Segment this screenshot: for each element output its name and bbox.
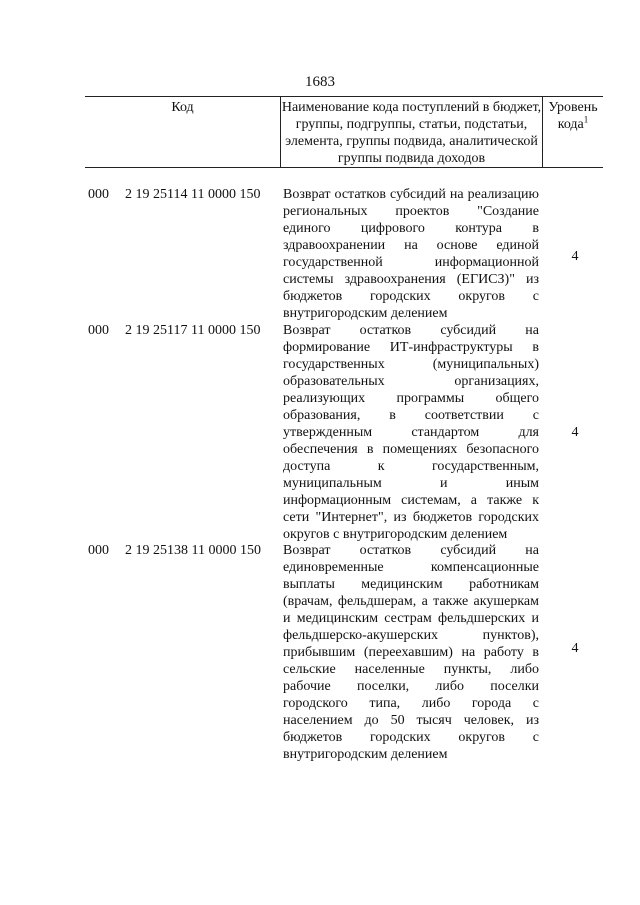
row-prefix: 000 — [88, 187, 109, 202]
header-code: Код — [171, 100, 194, 115]
row-level: 4 — [571, 641, 579, 656]
row-level: 4 — [571, 249, 579, 264]
header-level-footnote: 1 — [583, 114, 589, 125]
page-number: 1683 — [305, 74, 335, 90]
row-prefix: 000 — [88, 323, 109, 338]
header-name: Наименование кода поступлений в бюджет, группы, подгруппы, статьи, подстатьи, элемента, группы подвида, аналитической группы подвида доходов — [280, 97, 543, 167]
row-code: 2 19 25138 11 0000 150 — [125, 543, 261, 558]
row-code: 2 19 25114 11 0000 150 — [125, 187, 261, 202]
row-level: 4 — [571, 425, 579, 440]
row-description: Возврат остатков субсидий на реализацию региональных проектов "Создание единого цифрового контура в здравоохранении на основе единой государственной информационной системы здравоохранения (ЕГИСЗ)" из бюджетов городских округов с внутригородским делением — [283, 187, 539, 321]
row-prefix: 000 — [88, 543, 109, 558]
header-level — [543, 97, 603, 167]
table-header — [85, 96, 603, 168]
row-description: Возврат остатков субсидий на единовременные компенсационные выплаты медицинским работникам (врачам, фельдшерам, а также акушеркам и медицинским сестрам фельдшерских и фельдшерско-акушерских пунктов), прибывшим (переехавшим) на работу в сельские населенные пункты, либо рабочие поселки, либо поселки городского типа, либо города с населением до 50 тысяч человек, из бюджетов городских округов с внутригородским делением — [283, 543, 539, 762]
row-description: Возврат остатков субсидий на формирование ИТ-инфраструктуры в государственных (муниципальных) образовательных организациях, реализующих программы общего образования, в соответствии с утвержденным стандартом для обеспечения в помещениях безопасного доступа к государственным, муниципальным и иным информационным системам, а также к сети "Интернет", из бюджетов городских округов с внутригородским делением — [283, 323, 539, 542]
row-code: 2 19 25117 11 0000 150 — [125, 323, 261, 338]
header-level-label: Уровень кода — [548, 100, 598, 132]
